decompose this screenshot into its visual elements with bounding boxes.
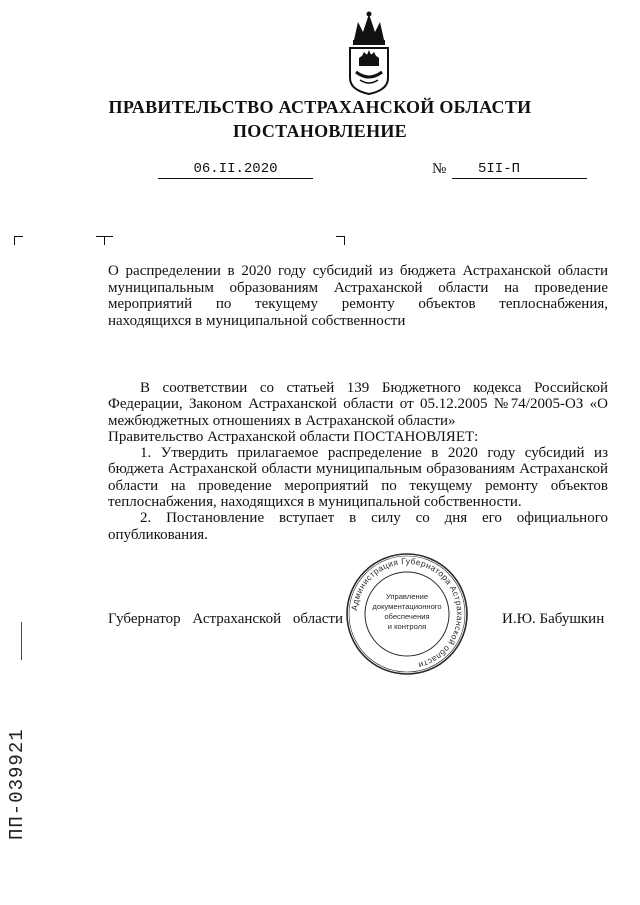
subject-line: муниципальным образованиям Астраханской области на проведение [108,279,608,296]
corner-mark [104,236,113,245]
seal-center-line: и контроля [387,622,427,631]
organization-title: ПРАВИТЕЛЬСТВО АСТРАХАНСКОЙ ОБЛАСТИ [108,97,532,117]
resolves-paragraph: Правительство Астраханской области ПОСТАНОВЛЯЕТ: [108,428,479,445]
signatory-name: И.Ю. Бабушкин [502,611,605,627]
document-date: 06.II.2020 [158,162,313,179]
item-2-paragraph: 2. Постановление вступает в силу со дня его официального опубликования. [108,510,608,543]
coat-of-arms-icon [344,10,394,96]
number-sign: № [432,161,447,177]
signatory-title: Губернатор Астраханской области [108,611,343,627]
corner-mark [96,236,105,245]
seal-ring-text: Администрация Губернатора Астраханской области [349,555,466,671]
document-subject [108,263,608,329]
seal-center-line: Управление [385,592,429,601]
item-1-paragraph: 1. Утвердить прилагаемое распределение в 2020 году субсидий из бюджета Астраханской области муниципальным образованиям Астраханской области на проведение мероприятий по текущему ремонту объектов теплоснабжения, находящихся в муниципальной собственности. [108,445,608,511]
preamble-paragraph: В соответствии со статьей 139 Бюджетного кодекса Российской Федерации, Законом Астраханской области от 05.12.2005 №74/2005-ОЗ «О межбюджетных отношениях в Астраханской области» [108,380,608,429]
subject-line: О распределении в 2020 году субсидий из бюджета Астраханской области [108,263,608,279]
document-number: 5II-П [452,162,587,179]
corner-mark [14,236,23,245]
subject-line: мероприятий по текущему ремонту объектов теплоснабжения, [108,296,608,312]
official-seal [345,552,469,676]
form-serial-number: ПП-039921 [6,728,28,840]
document-type-title: ПОСТАНОВЛЕНИЕ [233,121,407,141]
seal-center-line: документационного [372,602,442,611]
seal-center-line: обеспечения [384,612,430,621]
corner-mark [336,236,345,245]
document-body [108,380,608,543]
subject-line: находящихся в муниципальной собственности [108,312,406,329]
